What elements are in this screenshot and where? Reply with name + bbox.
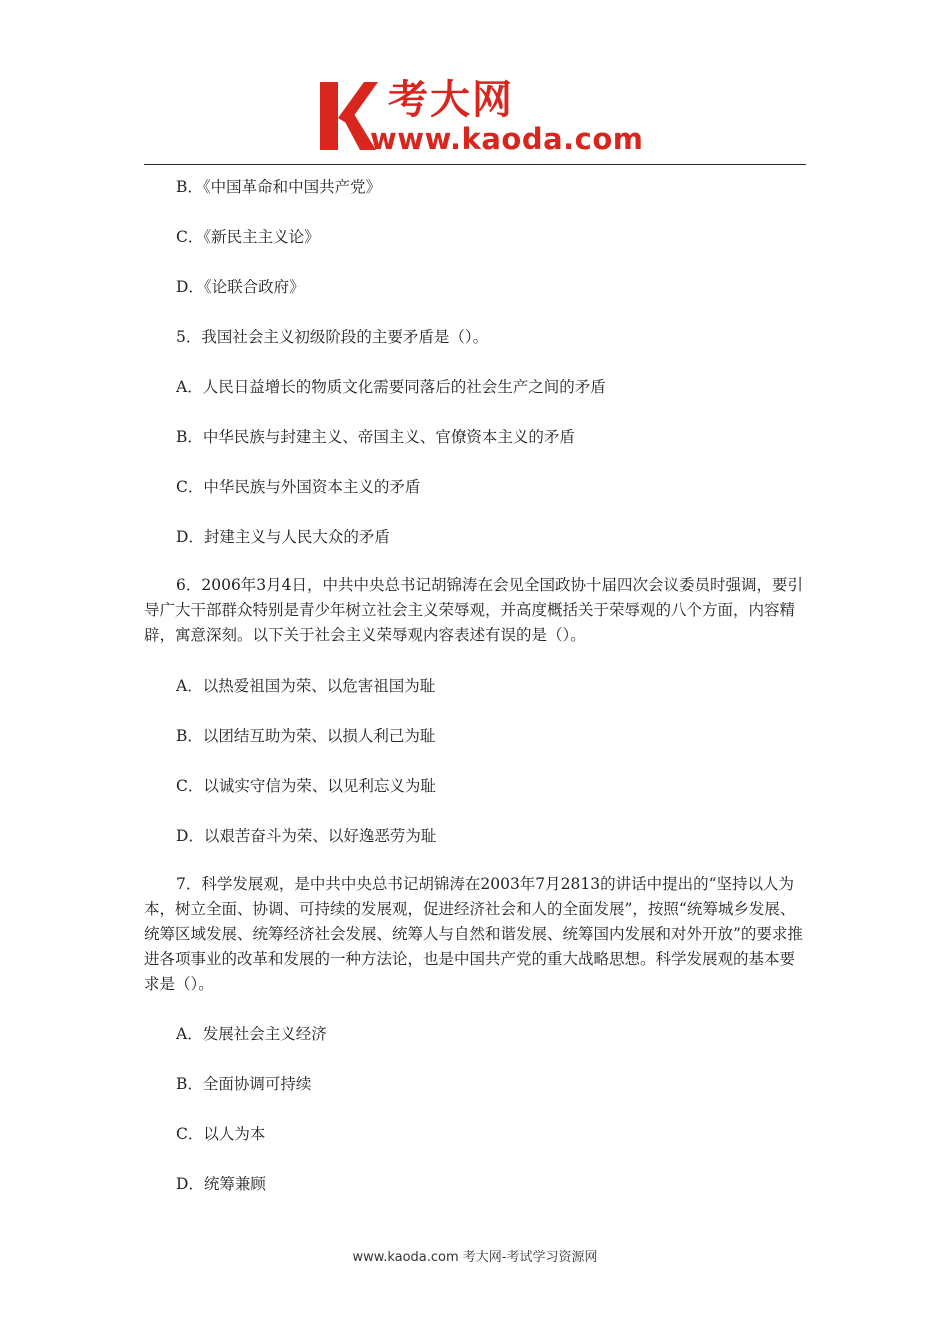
q4-option-d: D．《论联合政府》	[176, 278, 305, 296]
logo-url: www.kaoda.com	[370, 122, 644, 156]
logo-name: 考大网	[388, 77, 514, 123]
q6-option-c: C．以诚实守信为荣、以见利忘义为耻	[176, 777, 436, 795]
page-footer[interactable]: www.kaoda.com 考大网-考试学习资源网	[352, 1250, 598, 1265]
site-logo[interactable]	[318, 77, 644, 160]
q7-stem	[144, 872, 810, 997]
q6-stem	[144, 573, 810, 648]
q5-option-d: D．封建主义与人民大众的矛盾	[176, 528, 390, 546]
q6-option-b: B．以团结互助为荣、以损人利己为耻	[176, 727, 436, 745]
q7-option-c: C．以人为本	[176, 1125, 266, 1143]
q5-option-a: A．人民日益增长的物质文化需要同落后的社会生产之间的矛盾	[176, 378, 606, 396]
q5-stem: 5．我国社会主义初级阶段的主要矛盾是（）。	[176, 328, 489, 346]
q5-option-b: B．中华民族与封建主义、帝国主义、官僚资本主义的矛盾	[176, 428, 575, 446]
q4-option-b: B．《中国革命和中国共产党》	[176, 178, 382, 196]
q7-option-b: B．全面协调可持续	[176, 1075, 312, 1093]
logo-k-mark	[318, 80, 378, 152]
q7-option-a: A．发展社会主义经济	[176, 1025, 327, 1043]
q4-option-c: C．《新民主主义论》	[176, 228, 320, 246]
q6-stem-text: 6．2006年3月4日，中共中央总书记胡锦涛在会见全国政协十届四次会议委员时强调，要引导广大干部群众特别是青少年树立社会主义荣辱观，并高度概括关于荣辱观的八个方面，内容精辟，寓意深刻。以下关于社会主义荣辱观内容表述有误的是（）。	[144, 576, 804, 644]
q6-option-a: A．以热爱祖国为荣、以危害祖国为耻	[176, 677, 436, 695]
header-divider	[144, 164, 806, 165]
q5-option-c: C．中华民族与外国资本主义的矛盾	[176, 478, 421, 496]
q7-stem-text: 7．科学发展观，是中共中央总书记胡锦涛在2003年7月2813的讲话中提出的“坚持以人为本，树立全面、协调、可持续的发展观，促进经济社会和人的全面发展”，按照“统筹城乡发展、统筹区域发展、统筹经济社会发展、统筹人与自然和谐发展、统筹国内发展和对外开放”的要求推进各项事业的改革和发展的一种方法论，也是中国共产党的重大战略思想。科学发展观的基本要求是（）。	[144, 875, 803, 993]
q6-option-d: D．以艰苦奋斗为荣、以好逸恶劳为耻	[176, 827, 437, 845]
q7-option-d: D．统筹兼顾	[176, 1175, 266, 1193]
